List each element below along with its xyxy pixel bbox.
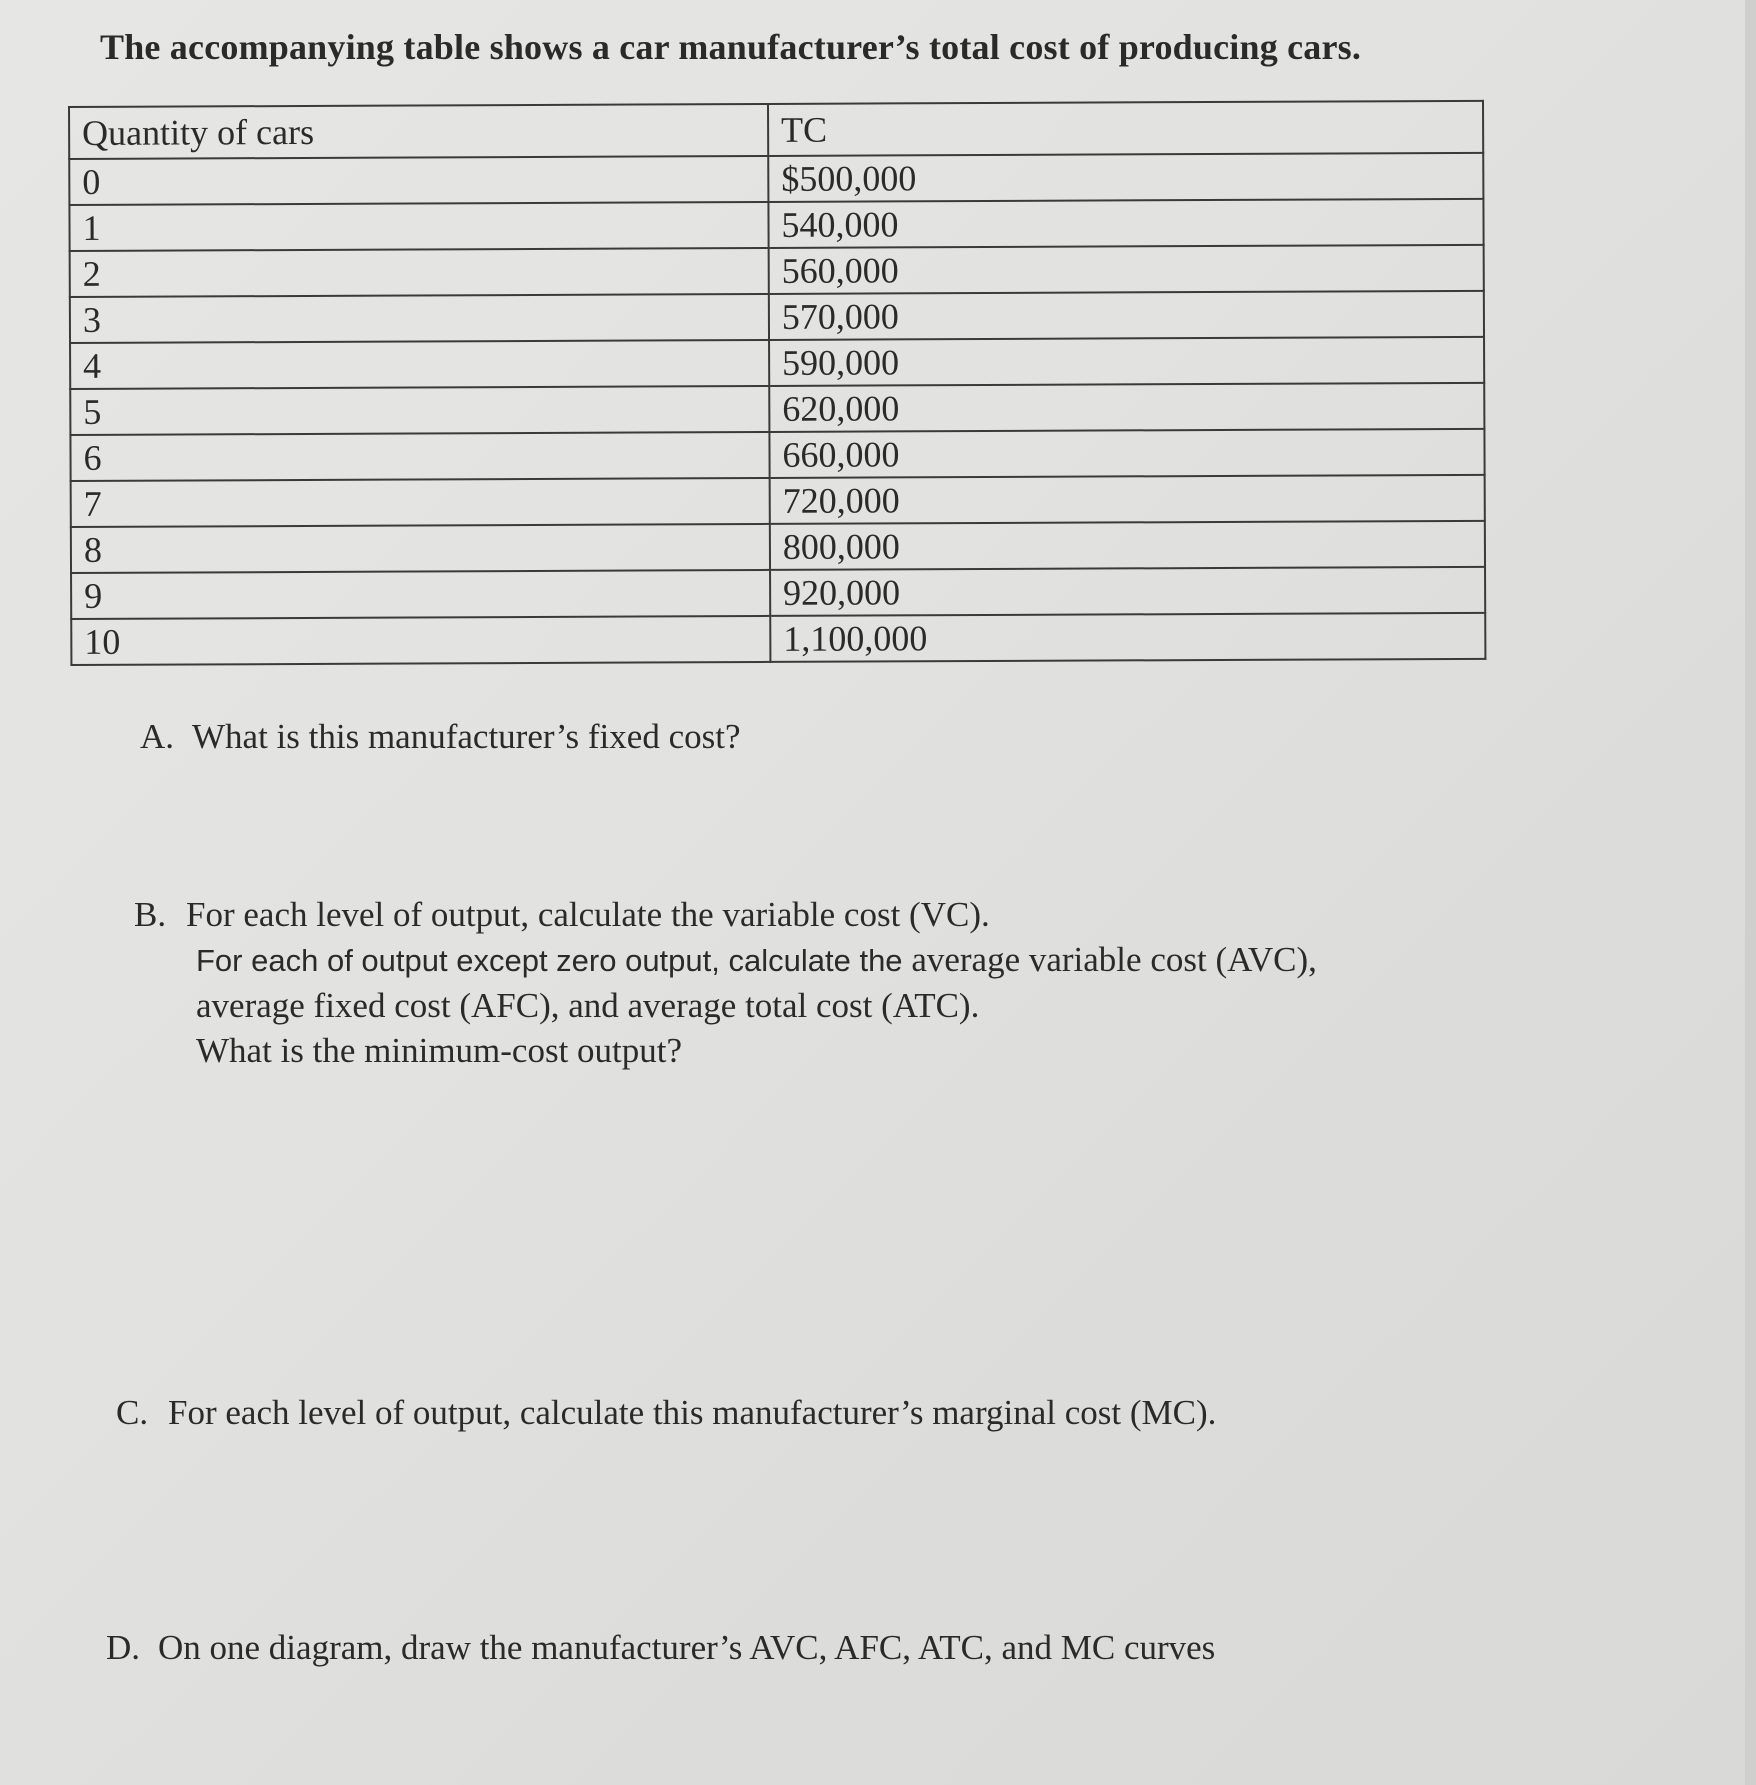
tc-cell: 540,000 <box>768 199 1483 248</box>
question-d <box>106 1625 1215 1670</box>
tc-cell: 720,000 <box>770 475 1485 524</box>
question-b-line-2-serif: average variable cost (AVC), <box>902 940 1317 979</box>
quantity-cell: 9 <box>71 570 770 619</box>
question-b-letter: B. <box>134 895 167 934</box>
table-row <box>69 199 1483 251</box>
question-c-letter: C. <box>116 1393 149 1432</box>
tc-cell: 560,000 <box>769 245 1484 294</box>
table-row <box>71 521 1485 573</box>
quantity-cell: 0 <box>69 156 768 205</box>
page-edge-shadow <box>1745 0 1756 1785</box>
table-row <box>70 337 1484 389</box>
quantity-cell: 3 <box>70 294 769 343</box>
tc-cell: 590,000 <box>769 337 1484 386</box>
question-b-line-4: What is the minimum-cost output? <box>196 1031 683 1070</box>
question-c-text: For each level of output, calculate this manufacturer’s marginal cost (MC). <box>168 1393 1217 1432</box>
question-a <box>140 714 740 759</box>
question-b-line-2 <box>196 937 1317 983</box>
question-a-letter: A. <box>140 717 175 756</box>
tc-cell: 660,000 <box>769 429 1484 478</box>
question-b-line-1 <box>134 892 1317 937</box>
table-row <box>70 383 1484 435</box>
table-row <box>71 613 1485 665</box>
table-row <box>69 153 1483 205</box>
table-row <box>71 475 1485 527</box>
quantity-cell: 7 <box>71 478 770 527</box>
tc-cell: 620,000 <box>769 383 1484 432</box>
tc-cell: 920,000 <box>770 567 1485 616</box>
table-row <box>70 291 1484 343</box>
worksheet-title: The accompanying table shows a car manufacturer’s total cost of producing cars. <box>100 27 1362 67</box>
question-a-text: What is this manufacturer’s fixed cost? <box>192 717 741 756</box>
table-row <box>70 429 1484 481</box>
total-cost-table <box>68 100 1486 666</box>
tc-cell: 570,000 <box>769 291 1484 340</box>
tc-cell: $500,000 <box>768 153 1483 202</box>
column-header-quantity: Quantity of cars <box>69 104 768 159</box>
question-d-text: On one diagram, draw the manufacturer’s AVC, AFC, ATC, and MC curves <box>158 1628 1216 1667</box>
question-b-line-3: average fixed cost (AFC), and average total cost (ATC). <box>196 986 980 1025</box>
question-c <box>116 1390 1216 1435</box>
quantity-cell: 8 <box>71 524 770 573</box>
quantity-cell: 4 <box>70 340 769 389</box>
tc-cell: 800,000 <box>770 521 1485 570</box>
quantity-cell: 5 <box>70 386 769 435</box>
table-header-row <box>69 101 1483 159</box>
table-row <box>71 567 1485 619</box>
quantity-cell: 10 <box>71 616 770 665</box>
quantity-cell: 6 <box>70 432 769 481</box>
question-b-line-1-text: For each level of output, calculate the variable cost (VC). <box>186 895 990 934</box>
quantity-cell: 2 <box>70 248 769 297</box>
question-b <box>134 892 1317 1073</box>
question-b-line-2-sans: For each of output except zero output, calculate the <box>196 943 903 978</box>
column-header-tc: TC <box>768 101 1483 156</box>
tc-cell: 1,100,000 <box>770 613 1485 662</box>
quantity-cell: 1 <box>69 202 768 251</box>
question-d-letter: D. <box>106 1628 141 1667</box>
table-row <box>70 245 1484 297</box>
